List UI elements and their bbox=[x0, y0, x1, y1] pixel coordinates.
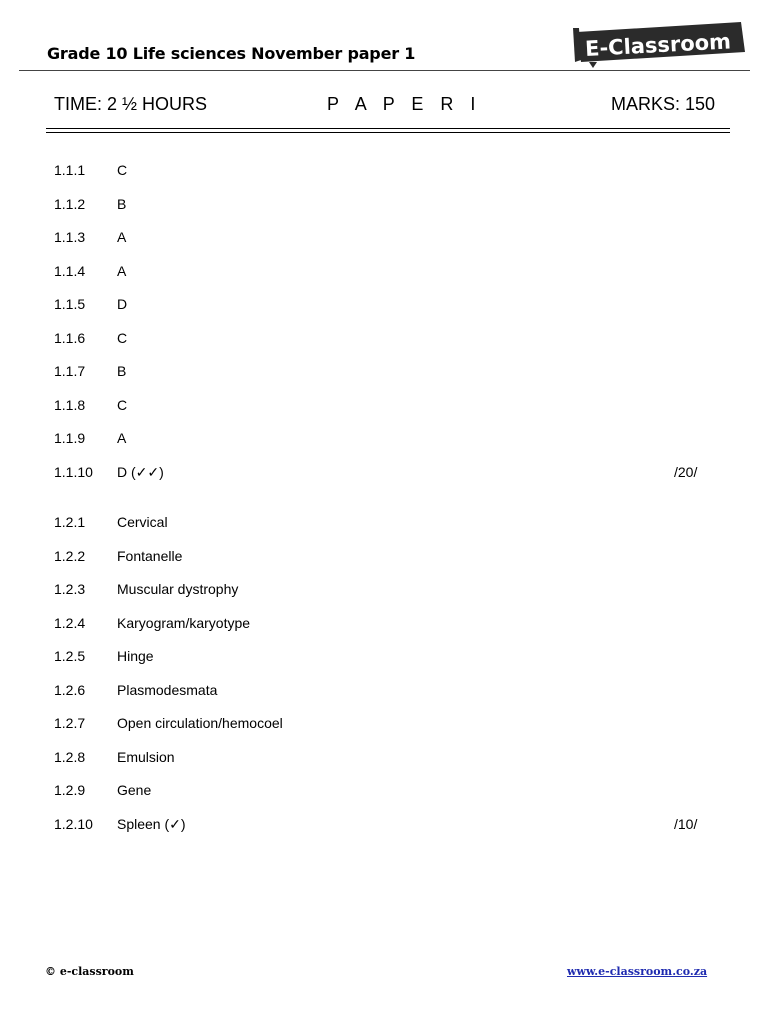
answer-text: Plasmodesmata bbox=[117, 681, 218, 698]
answer-row bbox=[0, 162, 768, 182]
answer-row bbox=[0, 581, 768, 601]
question-number: 1.2.6 bbox=[54, 681, 86, 698]
question-number: 1.2.1 bbox=[54, 514, 86, 530]
question-number: 1.1.3 bbox=[54, 229, 86, 245]
question-number: 1.1.8 bbox=[54, 396, 86, 413]
question-number: 1.1.4 bbox=[54, 262, 86, 279]
exam-time: TIME: 2 ½ HOURS bbox=[54, 94, 208, 114]
answer-row bbox=[0, 749, 768, 769]
answer-text: Muscular dystrophy bbox=[117, 581, 239, 597]
logo-text: E-Classroom bbox=[584, 29, 732, 61]
answer-row bbox=[0, 682, 768, 702]
answer-text: A bbox=[117, 262, 127, 279]
answer-text: Fontanelle bbox=[117, 547, 183, 564]
question-number: 1.1.5 bbox=[54, 296, 86, 312]
answer-text: Spleen (✓) bbox=[117, 815, 186, 832]
answer-text: Hinge bbox=[117, 648, 154, 664]
answer-row bbox=[0, 615, 768, 635]
answer-row bbox=[0, 296, 768, 316]
answer-text: A bbox=[117, 430, 127, 446]
answer-row bbox=[0, 196, 768, 216]
question-number: 1.1.7 bbox=[54, 363, 86, 379]
answer-text: D (✓✓) bbox=[117, 463, 164, 480]
answer-text: Emulsion bbox=[117, 748, 175, 765]
mark-total: /10/ bbox=[674, 815, 698, 832]
answer-text: C bbox=[117, 162, 128, 178]
exam-paper: P A P E R I bbox=[327, 94, 482, 114]
question-number: 1.2.10 bbox=[54, 815, 93, 832]
question-number: 1.2.9 bbox=[54, 782, 86, 798]
answer-text: C bbox=[117, 396, 128, 413]
exam-marks: MARKS: 150 bbox=[611, 94, 716, 114]
answer-text: Gene bbox=[117, 782, 152, 798]
question-number: 1.1.1 bbox=[54, 162, 86, 178]
question-number: 1.2.2 bbox=[54, 547, 86, 564]
answer-row bbox=[0, 430, 768, 450]
answer-row bbox=[0, 648, 768, 668]
question-number: 1.1.10 bbox=[54, 463, 93, 480]
answer-text: B bbox=[117, 195, 127, 212]
answer-text: A bbox=[117, 229, 127, 245]
answer-text: B bbox=[117, 363, 127, 379]
question-number: 1.2.8 bbox=[54, 748, 86, 765]
answer-row bbox=[0, 330, 768, 350]
answer-row bbox=[0, 397, 768, 417]
answer-row bbox=[0, 782, 768, 802]
answer-row bbox=[0, 514, 768, 534]
answer-row bbox=[0, 715, 768, 735]
answer-text: Open circulation/hemocoel bbox=[117, 715, 283, 731]
answer-text: D bbox=[117, 296, 128, 312]
question-number: 1.1.6 bbox=[54, 329, 86, 346]
question-number: 1.2.7 bbox=[54, 715, 86, 731]
footer-website-link[interactable]: www.e-classroom.co.za bbox=[567, 965, 708, 978]
question-number: 1.2.3 bbox=[54, 581, 86, 597]
question-number: 1.2.4 bbox=[54, 614, 86, 631]
answer-row bbox=[0, 363, 768, 383]
answer-text: C bbox=[117, 329, 128, 346]
answer-row bbox=[0, 548, 768, 568]
answer-row bbox=[0, 263, 768, 283]
answer-text: Karyogram/karyotype bbox=[117, 614, 251, 631]
answer-row bbox=[0, 464, 768, 484]
footer-copyright: © e-classroom bbox=[45, 965, 134, 978]
question-number: 1.1.2 bbox=[54, 195, 86, 212]
answer-row bbox=[0, 816, 768, 836]
answer-text: Cervical bbox=[117, 514, 168, 530]
document-title: Grade 10 Life sciences November paper 1 bbox=[47, 44, 416, 63]
question-number: 1.1.9 bbox=[54, 430, 86, 446]
answer-row bbox=[0, 229, 768, 249]
question-number: 1.2.5 bbox=[54, 648, 86, 664]
mark-total: /20/ bbox=[674, 463, 698, 480]
